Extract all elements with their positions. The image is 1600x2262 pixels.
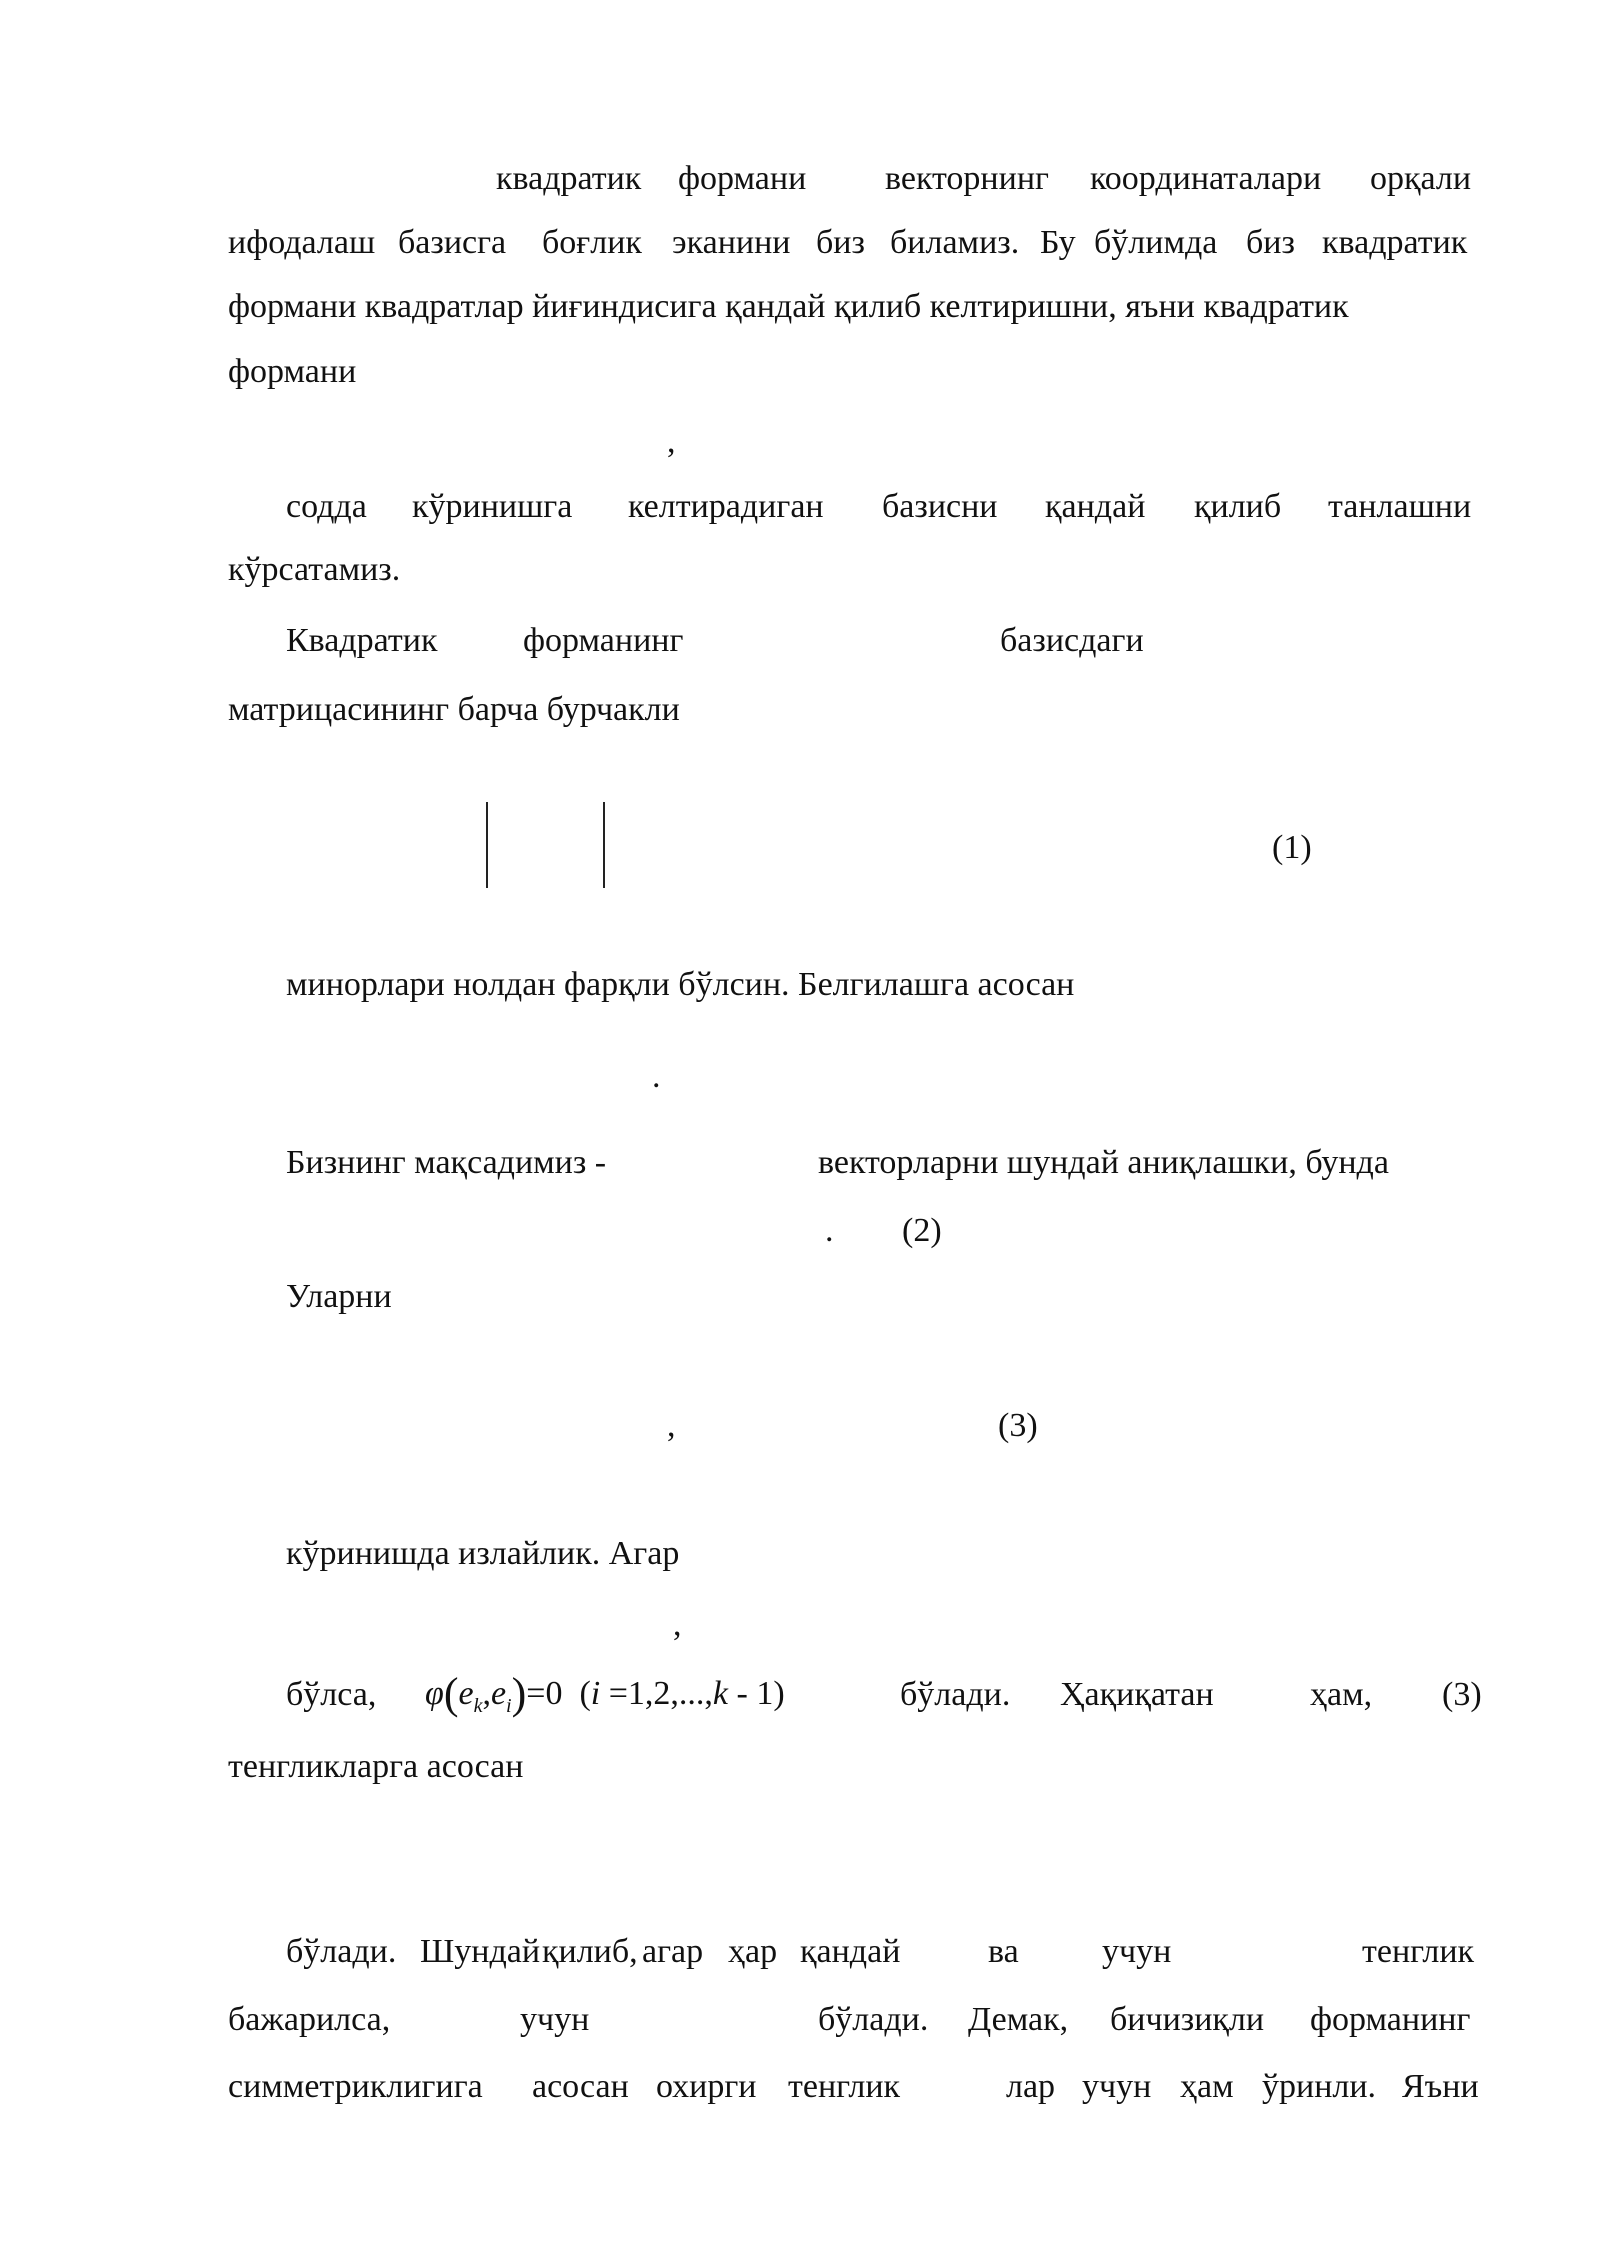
math-range: =1,2,..., [608, 1675, 713, 1712]
text-word: Квадратик [286, 622, 438, 659]
text-word: бажарилса, [228, 2001, 391, 2038]
text-word: тенглик [1362, 1933, 1475, 1970]
text-word: Яъни [1402, 2068, 1479, 2105]
text-word: бўлса, [286, 1676, 377, 1713]
math-paren: ( [579, 1675, 591, 1712]
determinant-bar-right [603, 802, 605, 888]
text-word: базисга [398, 224, 507, 261]
text-line: тенгликларга асосан [228, 1748, 524, 1785]
text-word: агар [642, 1933, 704, 1970]
text-word: координаталари [1090, 160, 1322, 197]
text-word: форманинг [1310, 2001, 1471, 2038]
math-equals-zero: =0 [526, 1675, 563, 1712]
text-word: учун [520, 2001, 590, 2038]
math-subscript: k [473, 1695, 483, 1717]
text-line: Уларни [286, 1278, 392, 1315]
text-word: биз [816, 224, 865, 261]
math-var: e [458, 1675, 474, 1712]
text-word: бўлади. [900, 1676, 1011, 1713]
punctuation: . [652, 1058, 661, 1095]
text-line: формани [228, 353, 357, 390]
text-word: ҳам [1180, 2068, 1234, 2105]
text-word: тенглик [788, 2068, 901, 2105]
determinant-bar-left [486, 802, 488, 888]
text-word: қандай [800, 1933, 901, 1970]
text-word: бўлади. [286, 1933, 397, 1970]
text-word: кўринишга [412, 488, 573, 525]
text-word: базисни [882, 488, 998, 525]
text-word: Демак, [968, 2001, 1069, 2038]
text-word: Ҳақиқатан [1060, 1676, 1214, 1713]
text-word: қилиб, [542, 1933, 638, 1970]
math-phi: φ [425, 1675, 444, 1712]
math-subscript: i [506, 1695, 512, 1717]
text-word: формани [678, 160, 807, 197]
text-word: биз [1246, 224, 1295, 261]
text-word: боғлик [542, 224, 642, 261]
text-word: танлашни [1328, 488, 1472, 525]
inline-formula [425, 1669, 785, 1718]
math-paren: ( [443, 1669, 459, 1718]
text-word: квадратик [496, 160, 642, 197]
text-word: квадратик [1322, 224, 1468, 261]
text-word: лар [1006, 2068, 1056, 2105]
text-line: минорлари нолдан фарқли бўлсин. Белгилашга асосан [286, 966, 1075, 1003]
text-word: орқали [1370, 160, 1472, 197]
text-word: ифодалаш [228, 224, 376, 261]
text-word: учун [1082, 2068, 1152, 2105]
text-word: ҳам, [1310, 1676, 1373, 1713]
punctuation: , [667, 423, 676, 460]
text-word: форманинг [523, 622, 684, 659]
text-line: кўрсатамиз. [228, 551, 401, 588]
text-word: қилиб [1194, 488, 1282, 525]
text-word: эканини [672, 224, 791, 261]
text-word: ва [988, 1933, 1019, 1970]
text-word: қандай [1045, 488, 1146, 525]
punctuation: , [667, 1407, 676, 1444]
text-line: Бизнинг мақсадимиз - [286, 1144, 607, 1181]
text-word: асосан [532, 2068, 629, 2105]
punctuation: , [673, 1606, 682, 1643]
equation-number: (2) [902, 1212, 942, 1249]
math-var: i [590, 1675, 601, 1712]
text-word: базисдаги [1000, 622, 1144, 659]
text-word: охирги [656, 2068, 757, 2105]
text-line: векторларни шундай аниқлашки, бунда [818, 1144, 1389, 1181]
text-line: формани квадратлар йиғиндисига қандай қилиб келтиришни, яъни квадратик [228, 288, 1349, 325]
text-word: симметриклигига [228, 2068, 483, 2105]
math-paren: ) [511, 1669, 527, 1718]
text-line: матрицасининг барча бурчакли [228, 691, 680, 728]
text-word: учун [1102, 1933, 1172, 1970]
equation-number: (3) [1442, 1676, 1482, 1713]
text-word: векторнинг [885, 160, 1049, 197]
text-word: биламиз. [890, 224, 1020, 261]
math-var: k [712, 1675, 729, 1712]
text-word: ўринли. [1262, 2068, 1377, 2105]
punctuation: . [825, 1212, 834, 1249]
text-word: Шундай [420, 1933, 541, 1970]
math-end: - 1) [736, 1675, 785, 1712]
math-comma: , [482, 1675, 491, 1712]
text-word: бўлимда [1094, 224, 1218, 261]
text-word: ҳар [728, 1933, 778, 1970]
text-word: келтирадиган [628, 488, 824, 525]
math-var: e [490, 1675, 507, 1712]
equation-number: (1) [1272, 829, 1312, 866]
equation-number: (3) [998, 1407, 1038, 1444]
text-word: Бу [1040, 224, 1076, 261]
text-word: бўлади. [818, 2001, 929, 2038]
text-line: кўринишда излайлик. Агар [286, 1535, 680, 1572]
text-word: содда [286, 488, 367, 525]
text-word: бичизиқли [1110, 2001, 1265, 2038]
